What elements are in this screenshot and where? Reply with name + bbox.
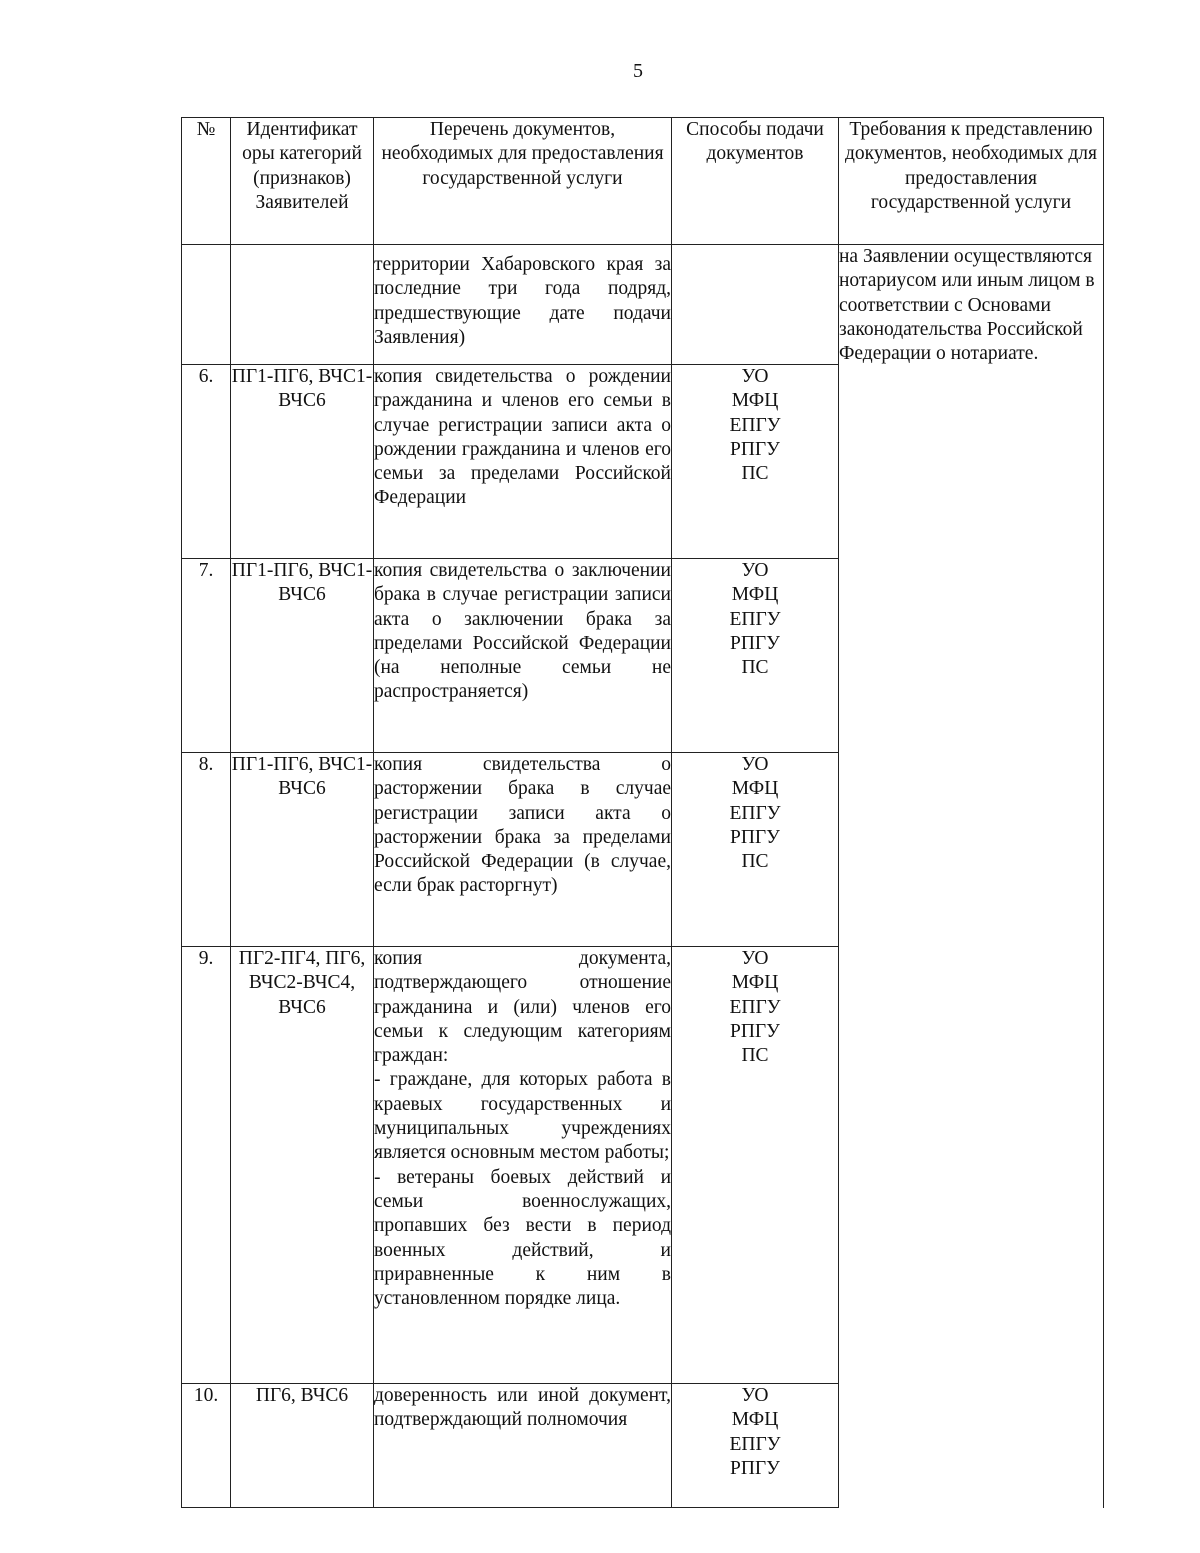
submission-method: УО	[741, 560, 769, 581]
table-row-continuation	[182, 245, 1104, 365]
submission-method: УО	[741, 1385, 769, 1406]
submission-method: МФЦ	[731, 778, 779, 800]
cell-documents	[374, 1384, 672, 1508]
cell-number: 7.	[182, 559, 231, 753]
cell-methods	[672, 559, 839, 753]
cell-number: 6.	[182, 365, 231, 559]
cell-documents	[374, 365, 672, 559]
cell-number: 8.	[182, 753, 231, 947]
submission-method: РПГУ	[729, 1457, 780, 1479]
document-text: копия документа, подтверждающего отношение гражданина и (или) членов его семьи к следующим категориям граждан:	[374, 948, 671, 1067]
document-text: копия свидетельства о рождении гражданина и членов его семьи в случае регистрации записи акта о рождении гражданина и членов его семьи за пределами Российской Федерации	[374, 366, 671, 509]
submission-method: ЕПГУ	[729, 996, 781, 1018]
submission-method: МФЦ	[731, 584, 779, 606]
submission-method: ПС	[741, 1045, 769, 1067]
submission-method: ПС	[741, 657, 769, 679]
header-applicant-ids: Идентификат оры категорий (признаков) Заявителей	[231, 118, 374, 245]
cell-ids: ПГ2-ПГ4, ПГ6, ВЧС2-ВЧС4, ВЧС6	[231, 947, 374, 1384]
header-number: №	[182, 118, 231, 245]
header-documents-list: Перечень документов, необходимых для предоставления государственной услуги	[374, 118, 672, 245]
submission-method: МФЦ	[731, 972, 779, 994]
document-text: - ветераны боевых действий и семьи военнослужащих, пропавших без вести в период военных действий, и приравненные к ним в установленном порядке лица.	[374, 1166, 671, 1310]
submission-method: ЕПГУ	[729, 802, 781, 824]
cell-ids: ПГ1-ПГ6, ВЧС1-ВЧС6	[231, 753, 374, 947]
document-text: доверенность или иной документ, подтверждающий полномочия	[374, 1385, 671, 1431]
header-requirements: Требования к представлению документов, необходимых для предоставления государственной услуги	[839, 118, 1104, 245]
cell-documents	[374, 753, 672, 947]
page-number: 5	[633, 60, 643, 82]
document-text: копия свидетельства о заключении брака в случае регистрации записи акта о заключении брака за пределами Российской Федерации (на неполные семьи не распространяется)	[374, 560, 671, 703]
submission-method: МФЦ	[731, 1409, 779, 1431]
cell-methods	[672, 947, 839, 1384]
document-text: копия свидетельства о расторжении брака в случае регистрации записи акта о расторжении брака за пределами Российской Федерации (в случае, если брак расторгнут)	[374, 754, 671, 897]
cell-ids	[231, 245, 374, 365]
submission-method: РПГУ	[729, 438, 780, 460]
cell-ids: ПГ6, ВЧС6	[231, 1384, 374, 1508]
document-text: - граждане, для которых работа в краевых государственных и муниципальных учреждениях является основным местом работы;	[374, 1069, 671, 1164]
cell-ids: ПГ1-ПГ6, ВЧС1-ВЧС6	[231, 559, 374, 753]
cell-methods	[672, 753, 839, 947]
documents-table	[181, 117, 1104, 1508]
cell-number	[182, 245, 231, 365]
submission-method: МФЦ	[731, 390, 779, 412]
submission-method: ЕПГУ	[729, 608, 781, 630]
cell-methods	[672, 365, 839, 559]
cell-methods	[672, 1384, 839, 1508]
header-submission-methods: Способы подачи документов	[672, 118, 839, 245]
submission-method: ПС	[741, 851, 769, 873]
table-header-row	[182, 118, 1104, 245]
cell-documents	[374, 559, 672, 753]
submission-method: УО	[741, 754, 769, 775]
cell-documents: территории Хабаровского края за последние три года подряд, предшествующие дате подачи Заявления)	[374, 245, 672, 365]
submission-method: РПГУ	[729, 632, 780, 654]
cell-requirements: на Заявлении осуществляются нотариусом или иным лицом в соответствии с Основами законодательства Российской Федерации о нотариате.	[839, 245, 1104, 1508]
submission-method: ЕПГУ	[729, 414, 781, 436]
submission-method: ЕПГУ	[729, 1433, 781, 1455]
submission-method: УО	[741, 366, 769, 387]
submission-method: РПГУ	[729, 1020, 780, 1042]
cell-number: 9.	[182, 947, 231, 1384]
submission-method: ПС	[741, 463, 769, 485]
submission-method: РПГУ	[729, 826, 780, 848]
submission-method: УО	[741, 948, 769, 969]
cell-documents	[374, 947, 672, 1384]
cell-methods	[672, 245, 839, 365]
cell-ids: ПГ1-ПГ6, ВЧС1-ВЧС6	[231, 365, 374, 559]
cell-number: 10.	[182, 1384, 231, 1508]
